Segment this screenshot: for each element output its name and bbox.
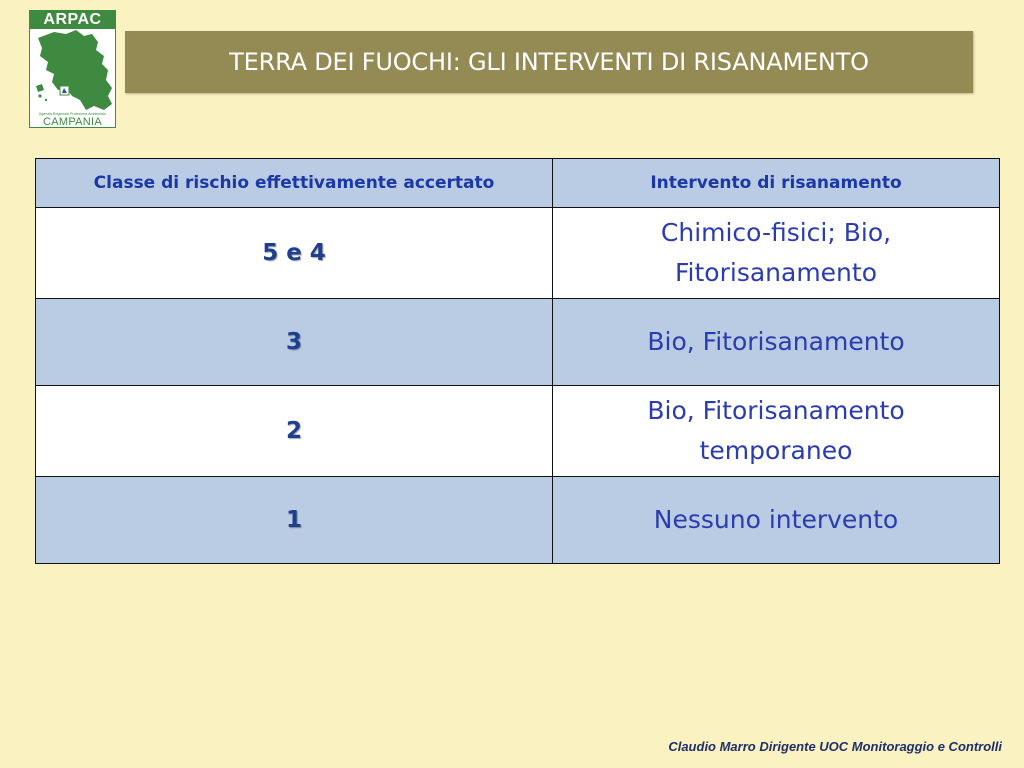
risk-class-value: 3 [285,329,302,355]
table-row [36,299,1000,386]
title-banner [125,31,973,93]
table-header-row [36,159,1000,208]
table-row [36,477,1000,564]
table-row [36,208,1000,299]
risk-class-cell [36,477,553,564]
risk-class-value: 2 [285,418,302,444]
risk-class-value: 5 e 4 [262,240,326,266]
intervention-value: Chimico-fisici; Bio, Fitorisanamento [660,218,892,287]
footer-author: Claudio Marro Dirigente UOC Monitoraggio e Controlli [668,739,1002,754]
logo-agency-text: Agenzia Regionale Protezione Ambientale [38,112,107,116]
arpac-logo [29,10,116,128]
risk-class-cell [36,208,553,299]
header-risk-class: Classe di rischio effettivamente accertato [36,159,553,208]
table-row [36,386,1000,477]
risk-class-value: 1 [285,507,302,533]
header-intervention: Intervento di risanamento [553,159,1000,208]
page-title: TERRA DEI FUOCHI: GLI INTERVENTI DI RISANAMENTO [229,48,869,76]
intervention-cell [553,299,1000,386]
intervention-value: Bio, Fitorisanamento [647,327,905,356]
logo-top-text: ARPAC [30,11,115,29]
risk-class-cell [36,386,553,477]
intervention-cell [553,208,1000,299]
intervention-value: Nessuno intervento [653,505,899,534]
logo-bottom-text: CAMPANIA [42,116,103,128]
risk-class-cell [36,299,553,386]
intervention-cell [553,386,1000,477]
intervention-cell [553,477,1000,564]
campania-map-icon [32,30,113,112]
risk-table [35,158,1000,564]
intervention-value: Bio, Fitorisanamento temporaneo [647,396,905,465]
